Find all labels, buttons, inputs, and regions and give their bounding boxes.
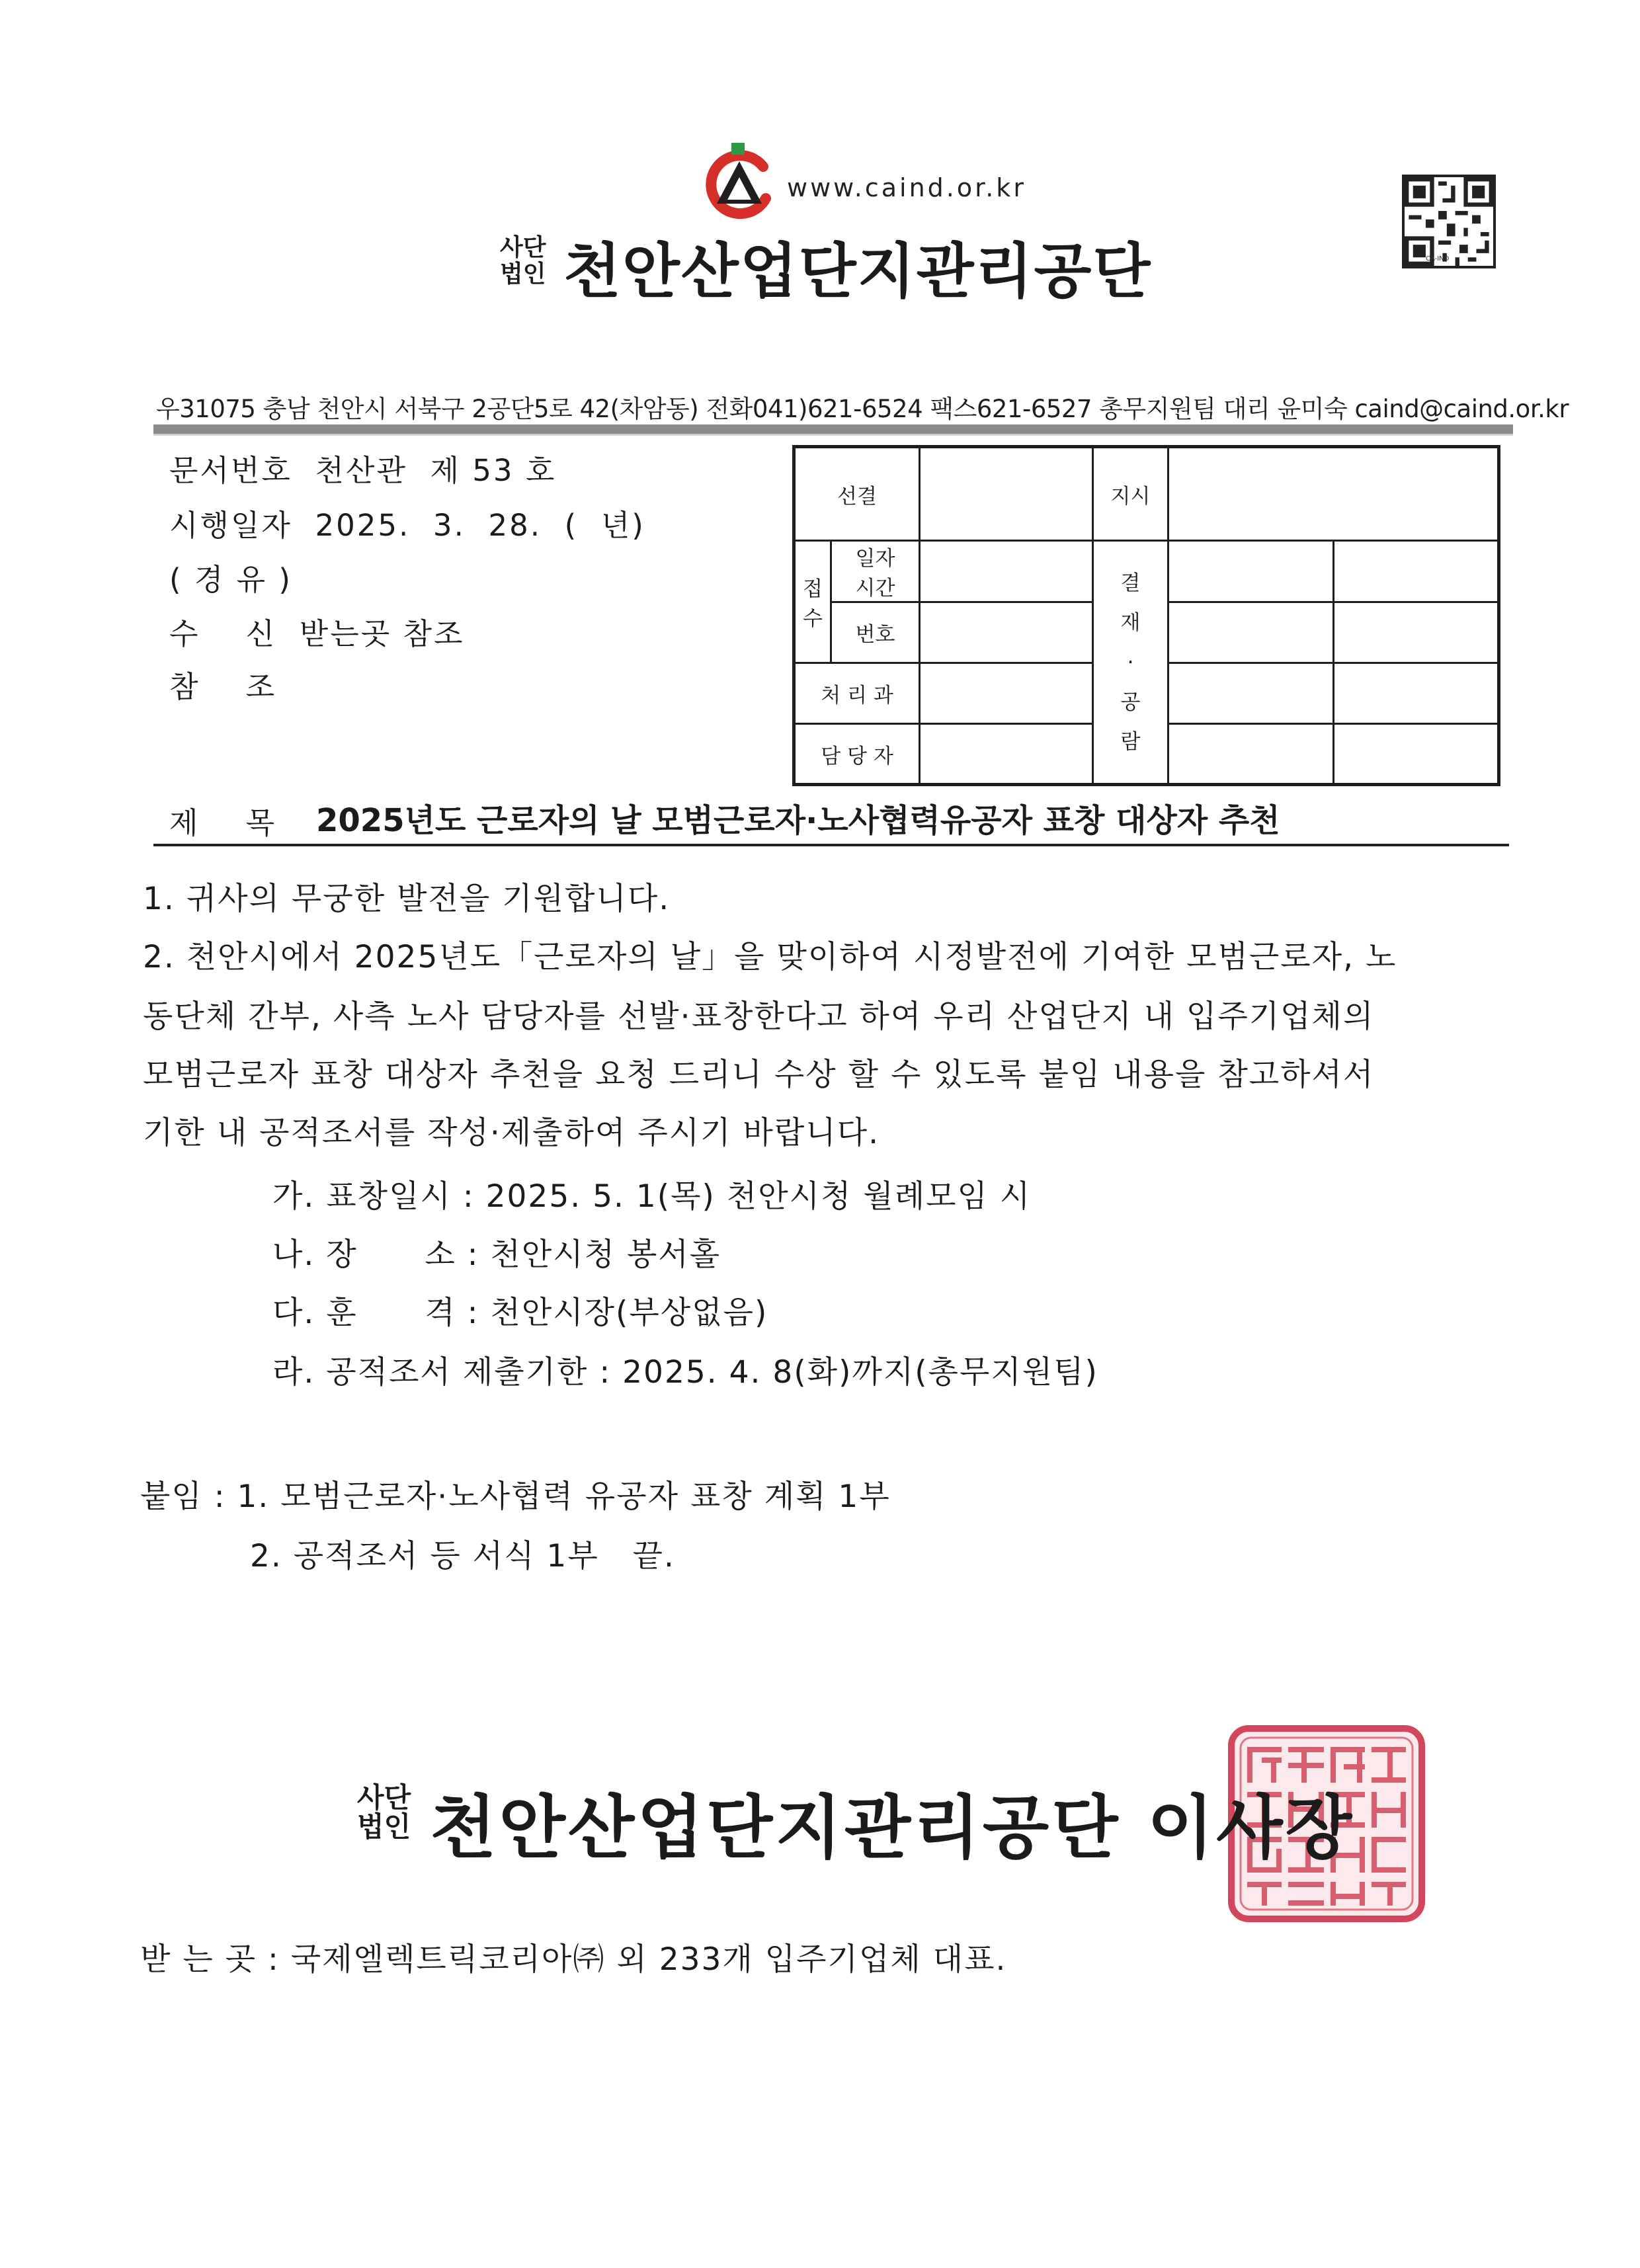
- approval-cell: [1168, 663, 1334, 724]
- seongyeol-cell: [920, 447, 1093, 541]
- corp-type-line2: 법인: [500, 261, 546, 288]
- website-url: www.caind.or.kr: [787, 173, 1026, 202]
- qr-caption: CA-IND: [1426, 255, 1450, 263]
- date-time-label: [831, 541, 920, 602]
- corp-type-line1: 사단: [500, 234, 546, 261]
- subject-label: 제 목: [169, 805, 277, 840]
- doc-number-row: [169, 446, 556, 489]
- jeopsu-char-1: 접: [803, 577, 823, 601]
- to-row: [169, 610, 464, 653]
- number-label: 번호: [831, 602, 920, 663]
- issue-date: 2025. 3. 28. ( 년): [315, 508, 645, 543]
- ref-label: 참 조: [169, 669, 277, 704]
- signature-name: 천안산업단지관리공단 이사장: [430, 1787, 1355, 1868]
- doc-number: 천산관 제 53 호: [315, 453, 557, 488]
- signature-corp-type: [357, 1783, 411, 1842]
- seongyeol-label: 선결: [794, 447, 920, 541]
- recipients-line: 받 는 곳 : 국제엘렉트릭코리아㈜ 외 233개 입주기업체 대표.: [140, 1941, 1007, 1978]
- caind-logo-icon: [700, 140, 779, 220]
- jisi-label: 지시: [1093, 447, 1168, 541]
- qr-code-icon: [1402, 175, 1496, 268]
- attachment-line-2: 2. 공적조서 등 서식 1부 끝.: [250, 1538, 675, 1574]
- gyeoljae-char-2: 재: [1120, 610, 1141, 635]
- subject-underline: [153, 844, 1509, 846]
- gyeoljae-char-5: 람: [1120, 729, 1141, 754]
- approval-table: [792, 445, 1500, 786]
- processing-dept-label: 처 리 과: [794, 663, 920, 724]
- body-paragraph-2-line-2: 동단체 간부, 사측 노사 담당자를 선발·표창한다고 하여 우리 산업단지 내 입주기업체의: [143, 998, 1375, 1035]
- gyeoljae-char-4: 공: [1120, 690, 1141, 714]
- person-in-charge-label: 담 당 자: [794, 724, 920, 785]
- jisi-cell: [1168, 447, 1499, 541]
- approval-cell: [1334, 541, 1499, 602]
- jeopsu-char-2: 수: [803, 607, 823, 631]
- gyeoljae-label: [1093, 541, 1168, 785]
- sig-corp-type-line2: 법인: [357, 1810, 411, 1843]
- approval-cell: [1168, 724, 1334, 785]
- gyeoljae-char-1: 결: [1120, 571, 1141, 595]
- to-label: 수 신: [169, 616, 277, 651]
- detail-item-date: 가. 표창일시 : 2025. 5. 1(목) 천안시청 월례모임 시: [272, 1178, 1032, 1215]
- header-divider-shadow: [153, 434, 1513, 436]
- date-row: [169, 501, 645, 544]
- body-paragraph-2-line-1: 2. 천안시에서 2025년도「근로자의 날」을 맞이하여 시정발전에 기여한 모범근로자, 노: [143, 939, 1397, 975]
- header-corp-type: [500, 235, 546, 288]
- approval-cell: [1168, 602, 1334, 663]
- header-org-name: 천안산업단지관리공단: [563, 237, 1152, 306]
- header-divider: [153, 425, 1513, 434]
- detail-item-award: 다. 훈 격 : 천안시장(부상없음): [272, 1295, 768, 1331]
- doc-number-label: 문서번호: [169, 453, 292, 488]
- person-in-charge-cell: [920, 724, 1093, 785]
- via-label: ( 경 유 ): [169, 562, 292, 597]
- jeopsu-label: [794, 541, 831, 663]
- approval-cell: [1334, 724, 1499, 785]
- processing-dept-cell: [920, 663, 1093, 724]
- gyeoljae-char-3: ·: [1127, 650, 1134, 674]
- sig-corp-type-line1: 사단: [357, 1781, 411, 1814]
- to-value: 받는곳 참조: [299, 616, 465, 651]
- approval-cell: [1334, 663, 1499, 724]
- number-cell: [920, 602, 1093, 663]
- date-time-cell: [920, 541, 1093, 602]
- address-line: 우31075 충남 천안시 서북구 2공단5로 42(차암동) 전화041)621-6524 팩스621-6527 총무지원팀 대리 윤미숙 caind@caind.or.kr: [156, 395, 1569, 423]
- date-label-text: 일자: [855, 547, 895, 571]
- approval-cell: [1168, 541, 1334, 602]
- approval-cell: [1334, 602, 1499, 663]
- subject-text: 2025년도 근로자의 날 모범근로자·노사협력유공자 표창 대상자 추천: [316, 802, 1280, 839]
- body-paragraph-1: 1. 귀사의 무궁한 발전을 기원합니다.: [143, 881, 671, 917]
- detail-item-deadline: 라. 공적조서 제출기한 : 2025. 4. 8(화)까지(총무지원팀): [272, 1354, 1098, 1391]
- body-paragraph-2-line-4: 기한 내 공적조서를 작성·제출하여 주시기 바랍니다.: [143, 1115, 880, 1151]
- time-label-text: 시간: [855, 577, 895, 600]
- attachment-line-1: 붙임 : 1. 모범근로자·노사협력 유공자 표창 계획 1부: [140, 1478, 891, 1515]
- detail-item-place: 나. 장 소 : 천안시청 봉서홀: [272, 1236, 721, 1273]
- date-label: 시행일자: [169, 508, 292, 543]
- body-paragraph-2-line-3: 모범근로자 표창 대상자 추천을 요청 드리니 수상 할 수 있도록 붙임 내용을 참고하셔서: [143, 1057, 1375, 1093]
